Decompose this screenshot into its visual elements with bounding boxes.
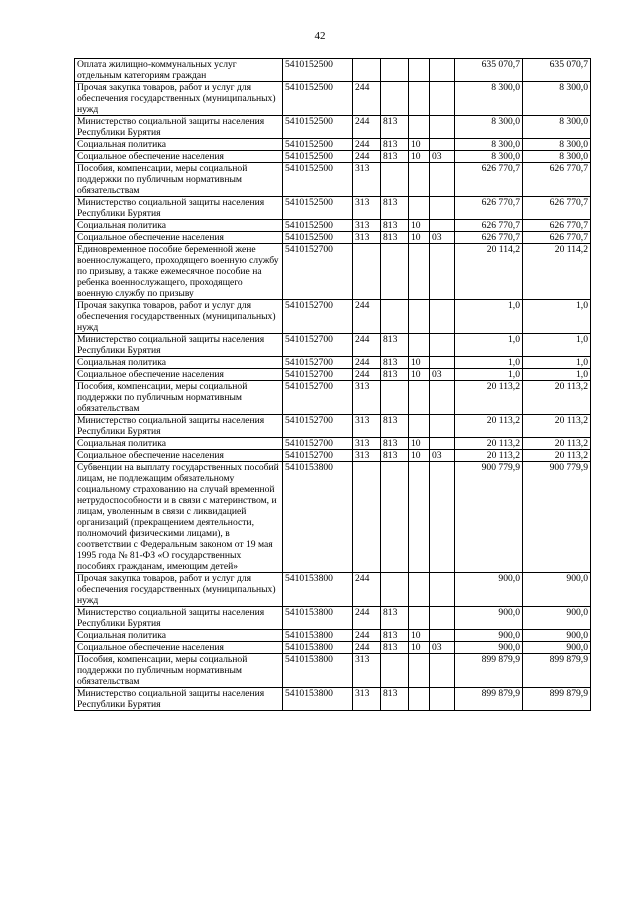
row-code-cell: 5410152700 (283, 438, 353, 450)
row-gr-cell: 813 (381, 197, 409, 220)
row-name-cell: Социальная политика (75, 630, 283, 642)
row-vr-cell: 244 (353, 607, 381, 630)
row-name-cell: Министерство социальной защиты населения Республики Бурятия (75, 607, 283, 630)
table-row (75, 197, 591, 220)
row-sum2-cell: 900,0 (523, 607, 591, 630)
row-vr-cell: 313 (353, 197, 381, 220)
table-row (75, 573, 591, 607)
row-pr-cell (430, 220, 455, 232)
row-vr-cell (353, 244, 381, 300)
row-code-cell: 5410152500 (283, 59, 353, 82)
row-name-cell: Министерство социальной защиты населения Республики Бурятия (75, 116, 283, 139)
row-pr-cell (430, 116, 455, 139)
row-sum1-cell: 900,0 (455, 573, 523, 607)
row-name-cell: Социальное обеспечение населения (75, 642, 283, 654)
row-rz-cell: 10 (409, 357, 430, 369)
row-vr-cell: 244 (353, 642, 381, 654)
row-sum2-cell: 20 113,2 (523, 381, 591, 415)
row-code-cell: 5410153800 (283, 462, 353, 573)
row-gr-cell: 813 (381, 607, 409, 630)
row-code-cell: 5410152500 (283, 151, 353, 163)
row-sum1-cell: 8 300,0 (455, 116, 523, 139)
row-sum1-cell: 1,0 (455, 357, 523, 369)
row-name-cell: Прочая закупка товаров, работ и услуг для обеспечения государственных (муниципальных) нужд (75, 82, 283, 116)
row-gr-cell: 813 (381, 642, 409, 654)
row-pr-cell (430, 654, 455, 688)
row-rz-cell: 10 (409, 642, 430, 654)
row-sum1-cell: 1,0 (455, 369, 523, 381)
row-pr-cell (430, 357, 455, 369)
row-code-cell: 5410152500 (283, 82, 353, 116)
table-row (75, 163, 591, 197)
row-sum1-cell: 900 779,9 (455, 462, 523, 573)
row-code-cell: 5410152700 (283, 450, 353, 462)
row-code-cell: 5410152500 (283, 232, 353, 244)
row-sum2-cell: 900,0 (523, 630, 591, 642)
row-gr-cell (381, 82, 409, 116)
row-pr-cell (430, 244, 455, 300)
row-sum2-cell: 899 879,9 (523, 688, 591, 711)
row-rz-cell: 10 (409, 438, 430, 450)
page-number: 42 (314, 30, 326, 42)
row-rz-cell (409, 300, 430, 334)
row-sum1-cell: 8 300,0 (455, 151, 523, 163)
row-rz-cell: 10 (409, 232, 430, 244)
table-row (75, 688, 591, 711)
row-code-cell: 5410152500 (283, 163, 353, 197)
row-pr-cell (430, 82, 455, 116)
row-rz-cell: 10 (409, 151, 430, 163)
row-sum1-cell: 900,0 (455, 630, 523, 642)
row-rz-cell (409, 334, 430, 357)
row-rz-cell (409, 415, 430, 438)
table-row (75, 381, 591, 415)
row-vr-cell: 244 (353, 116, 381, 139)
row-name-cell: Оплата жилищно-коммунальных услуг отдельным категориям граждан (75, 59, 283, 82)
row-vr-cell: 313 (353, 438, 381, 450)
row-rz-cell (409, 82, 430, 116)
row-code-cell: 5410152500 (283, 197, 353, 220)
row-sum2-cell: 8 300,0 (523, 116, 591, 139)
row-rz-cell (409, 244, 430, 300)
row-name-cell: Единовременное пособие беременной жене военнослужащего, проходящего военную службу по призыву, а также ежемесячное пособие на ребенка военнослужащего, проходящего военную службу по призыву (75, 244, 283, 300)
row-name-cell: Министерство социальной защиты населения Республики Бурятия (75, 334, 283, 357)
row-sum2-cell: 900,0 (523, 642, 591, 654)
row-sum2-cell: 626 770,7 (523, 163, 591, 197)
row-name-cell: Прочая закупка товаров, работ и услуг для обеспечения государственных (муниципальных) нужд (75, 573, 283, 607)
row-vr-cell: 244 (353, 630, 381, 642)
row-pr-cell (430, 334, 455, 357)
row-sum1-cell: 900,0 (455, 607, 523, 630)
row-sum1-cell: 20 113,2 (455, 415, 523, 438)
row-rz-cell (409, 462, 430, 573)
row-sum1-cell: 8 300,0 (455, 82, 523, 116)
budget-table (74, 58, 591, 711)
row-name-cell: Министерство социальной защиты населения Республики Бурятия (75, 688, 283, 711)
row-sum1-cell: 635 070,7 (455, 59, 523, 82)
row-rz-cell (409, 607, 430, 630)
row-name-cell: Социальная политика (75, 139, 283, 151)
row-gr-cell: 813 (381, 151, 409, 163)
row-pr-cell (430, 462, 455, 573)
row-sum2-cell: 635 070,7 (523, 59, 591, 82)
row-name-cell: Социальное обеспечение населения (75, 232, 283, 244)
row-gr-cell: 813 (381, 139, 409, 151)
row-pr-cell: 03 (430, 151, 455, 163)
table-row (75, 232, 591, 244)
table-row (75, 151, 591, 163)
row-pr-cell: 03 (430, 450, 455, 462)
row-gr-cell: 813 (381, 334, 409, 357)
row-gr-cell (381, 573, 409, 607)
row-gr-cell (381, 244, 409, 300)
row-rz-cell: 10 (409, 220, 430, 232)
row-code-cell: 5410152700 (283, 300, 353, 334)
row-vr-cell: 313 (353, 381, 381, 415)
row-vr-cell: 313 (353, 688, 381, 711)
row-name-cell: Социальная политика (75, 438, 283, 450)
row-sum1-cell: 900,0 (455, 642, 523, 654)
table-row (75, 462, 591, 573)
row-rz-cell (409, 59, 430, 82)
row-pr-cell (430, 573, 455, 607)
row-sum2-cell: 20 114,2 (523, 244, 591, 300)
row-pr-cell (430, 607, 455, 630)
table-row (75, 630, 591, 642)
row-rz-cell (409, 163, 430, 197)
table-row (75, 607, 591, 630)
row-pr-cell (430, 630, 455, 642)
row-sum2-cell: 8 300,0 (523, 82, 591, 116)
row-code-cell: 5410153800 (283, 573, 353, 607)
table-body (75, 59, 591, 711)
row-gr-cell: 813 (381, 630, 409, 642)
row-sum1-cell: 8 300,0 (455, 139, 523, 151)
row-pr-cell: 03 (430, 369, 455, 381)
row-sum1-cell: 899 879,9 (455, 654, 523, 688)
row-sum2-cell: 900 779,9 (523, 462, 591, 573)
row-rz-cell (409, 688, 430, 711)
row-sum2-cell: 1,0 (523, 334, 591, 357)
row-sum2-cell: 1,0 (523, 369, 591, 381)
row-gr-cell: 813 (381, 450, 409, 462)
row-rz-cell (409, 116, 430, 139)
row-gr-cell: 813 (381, 232, 409, 244)
row-sum2-cell: 8 300,0 (523, 139, 591, 151)
row-gr-cell: 813 (381, 116, 409, 139)
row-vr-cell: 313 (353, 415, 381, 438)
row-sum2-cell: 20 113,2 (523, 415, 591, 438)
row-vr-cell: 244 (353, 334, 381, 357)
table-row (75, 642, 591, 654)
row-rz-cell (409, 197, 430, 220)
row-vr-cell: 244 (353, 82, 381, 116)
row-rz-cell: 10 (409, 450, 430, 462)
row-pr-cell: 03 (430, 642, 455, 654)
row-code-cell: 5410152700 (283, 415, 353, 438)
row-pr-cell (430, 139, 455, 151)
row-sum2-cell: 626 770,7 (523, 220, 591, 232)
table-row (75, 415, 591, 438)
row-name-cell: Социальная политика (75, 357, 283, 369)
row-gr-cell (381, 381, 409, 415)
row-code-cell: 5410153800 (283, 642, 353, 654)
table-row (75, 244, 591, 300)
row-vr-cell: 313 (353, 232, 381, 244)
table-row (75, 116, 591, 139)
row-gr-cell (381, 462, 409, 573)
row-code-cell: 5410153800 (283, 630, 353, 642)
row-gr-cell (381, 654, 409, 688)
row-gr-cell: 813 (381, 438, 409, 450)
row-pr-cell (430, 197, 455, 220)
row-sum2-cell: 626 770,7 (523, 197, 591, 220)
row-code-cell: 5410152500 (283, 220, 353, 232)
row-name-cell: Социальное обеспечение населения (75, 369, 283, 381)
row-rz-cell (409, 381, 430, 415)
row-sum2-cell: 20 113,2 (523, 438, 591, 450)
row-sum2-cell: 8 300,0 (523, 151, 591, 163)
row-code-cell: 5410152700 (283, 244, 353, 300)
row-sum1-cell: 626 770,7 (455, 232, 523, 244)
row-sum1-cell: 626 770,7 (455, 197, 523, 220)
row-name-cell: Социальная политика (75, 220, 283, 232)
table-row (75, 369, 591, 381)
row-rz-cell: 10 (409, 139, 430, 151)
row-gr-cell: 813 (381, 415, 409, 438)
row-code-cell: 5410152700 (283, 357, 353, 369)
table-row (75, 438, 591, 450)
row-pr-cell: 03 (430, 232, 455, 244)
table-row (75, 300, 591, 334)
row-vr-cell: 244 (353, 369, 381, 381)
row-sum1-cell: 899 879,9 (455, 688, 523, 711)
row-name-cell: Социальное обеспечение населения (75, 450, 283, 462)
row-sum1-cell: 20 114,2 (455, 244, 523, 300)
table-row (75, 59, 591, 82)
row-sum2-cell: 900,0 (523, 573, 591, 607)
row-pr-cell (430, 59, 455, 82)
row-name-cell: Субвенции на выплату государственных пособий лицам, не подлежащим обязательному социальному страхованию на случай временной нетрудоспособности и в связи с материнством, и лицам, уволенным в связи с ликвидацией организаций (прекращением деятельности, полномочий физическими лицами), в соответствии с Федеральным законом от 19 мая 1995 года № 81-ФЗ «О государственных пособиях гражданам, имеющим детей» (75, 462, 283, 573)
row-sum1-cell: 20 113,2 (455, 438, 523, 450)
row-gr-cell (381, 59, 409, 82)
row-vr-cell: 244 (353, 151, 381, 163)
table-row (75, 220, 591, 232)
row-gr-cell (381, 300, 409, 334)
row-name-cell: Пособия, компенсации, меры социальной поддержки по публичным нормативным обязательствам (75, 163, 283, 197)
row-pr-cell (430, 688, 455, 711)
row-sum1-cell: 626 770,7 (455, 220, 523, 232)
row-pr-cell (430, 415, 455, 438)
row-code-cell: 5410152500 (283, 139, 353, 151)
row-vr-cell: 313 (353, 220, 381, 232)
row-code-cell: 5410153800 (283, 654, 353, 688)
row-sum1-cell: 20 113,2 (455, 450, 523, 462)
row-name-cell: Пособия, компенсации, меры социальной поддержки по публичным нормативным обязательствам (75, 381, 283, 415)
row-pr-cell (430, 381, 455, 415)
row-gr-cell (381, 163, 409, 197)
row-name-cell: Социальное обеспечение населения (75, 151, 283, 163)
row-sum2-cell: 899 879,9 (523, 654, 591, 688)
table-row (75, 139, 591, 151)
row-sum1-cell: 1,0 (455, 300, 523, 334)
row-code-cell: 5410152700 (283, 369, 353, 381)
row-vr-cell: 244 (353, 357, 381, 369)
row-vr-cell: 244 (353, 139, 381, 151)
row-sum1-cell: 20 113,2 (455, 381, 523, 415)
row-rz-cell: 10 (409, 369, 430, 381)
row-code-cell: 5410153800 (283, 688, 353, 711)
row-vr-cell: 244 (353, 300, 381, 334)
table-row (75, 334, 591, 357)
row-name-cell: Министерство социальной защиты населения Республики Бурятия (75, 197, 283, 220)
row-sum2-cell: 1,0 (523, 300, 591, 334)
table-row (75, 82, 591, 116)
row-pr-cell (430, 163, 455, 197)
row-name-cell: Министерство социальной защиты населения Республики Бурятия (75, 415, 283, 438)
row-rz-cell (409, 573, 430, 607)
row-gr-cell: 813 (381, 357, 409, 369)
row-rz-cell (409, 654, 430, 688)
row-code-cell: 5410152500 (283, 116, 353, 139)
row-sum2-cell: 626 770,7 (523, 232, 591, 244)
row-vr-cell: 244 (353, 573, 381, 607)
row-gr-cell: 813 (381, 220, 409, 232)
table-row (75, 450, 591, 462)
row-sum1-cell: 1,0 (455, 334, 523, 357)
row-vr-cell: 313 (353, 450, 381, 462)
row-gr-cell: 813 (381, 369, 409, 381)
row-sum2-cell: 1,0 (523, 357, 591, 369)
row-gr-cell: 813 (381, 688, 409, 711)
row-code-cell: 5410153800 (283, 607, 353, 630)
row-sum1-cell: 626 770,7 (455, 163, 523, 197)
row-pr-cell (430, 438, 455, 450)
row-vr-cell: 313 (353, 163, 381, 197)
row-vr-cell (353, 462, 381, 573)
row-code-cell: 5410152700 (283, 381, 353, 415)
table-row (75, 357, 591, 369)
row-vr-cell (353, 59, 381, 82)
row-name-cell: Пособия, компенсации, меры социальной поддержки по публичным нормативным обязательствам (75, 654, 283, 688)
row-code-cell: 5410152700 (283, 334, 353, 357)
row-rz-cell: 10 (409, 630, 430, 642)
table-row (75, 654, 591, 688)
row-name-cell: Прочая закупка товаров, работ и услуг для обеспечения государственных (муниципальных) нужд (75, 300, 283, 334)
row-sum2-cell: 20 113,2 (523, 450, 591, 462)
row-vr-cell: 313 (353, 654, 381, 688)
row-pr-cell (430, 300, 455, 334)
